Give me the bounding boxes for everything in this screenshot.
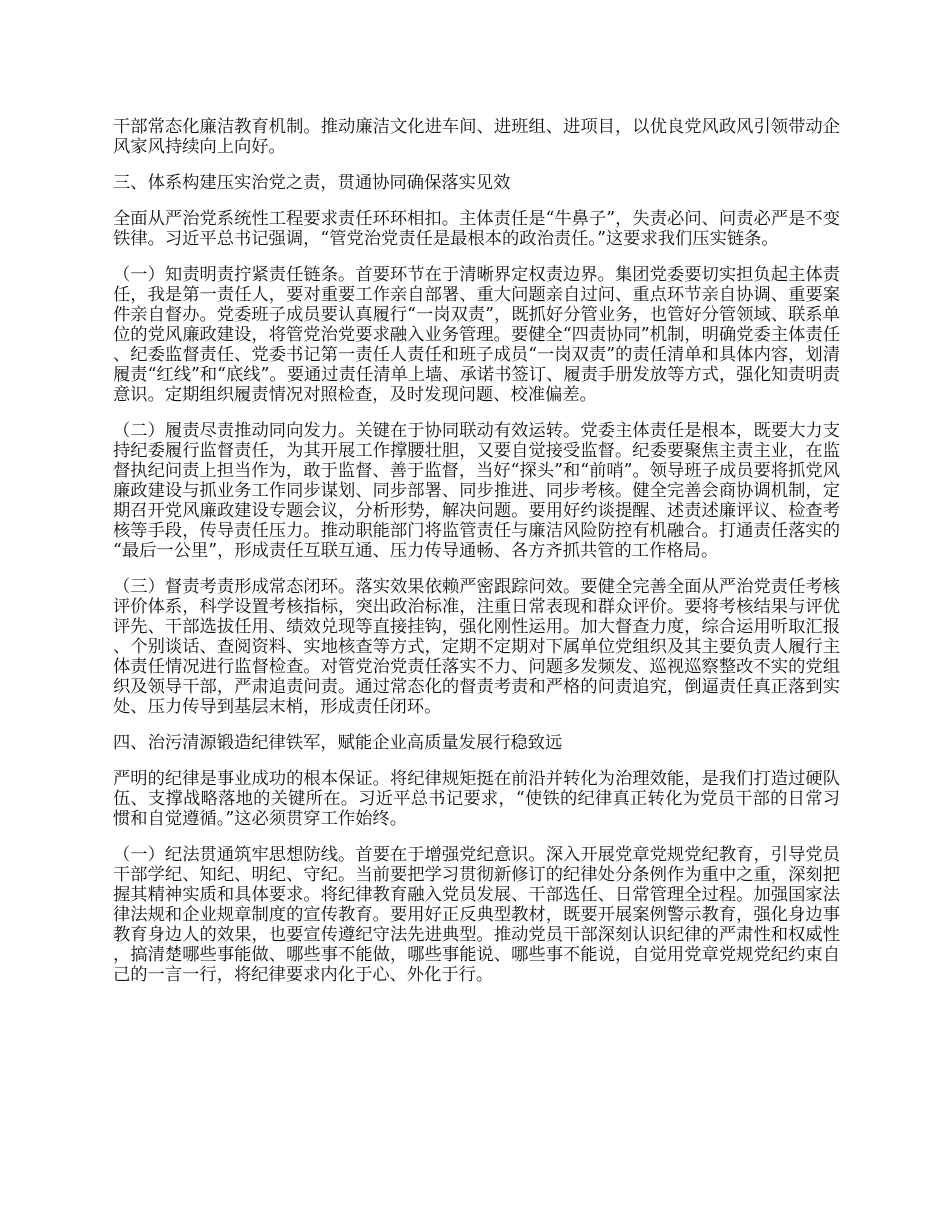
section-heading-3: 三、体系构建压实治党之责，贯通协同确保落实见效 xyxy=(113,173,511,193)
paragraph-discipline-intro: 严明的纪律是事业成功的根本保证。将纪律规矩挺在前沿并转化为治理效能，是我们打造过硬队伍、支撑战略落地的关键所在。习近平总书记要求，“使铁的纪律真正转化为党员干部的日常习惯和自觉遵循。”这必须贯穿工作始终。 xyxy=(113,769,840,829)
paragraph-education-mechanism: 干部常态化廉洁教育机制。推动廉洁文化进车间、进班组、进项目，以优良党风政风引领带动企风家风持续向上向好。 xyxy=(113,117,840,157)
paragraph-know-responsibility: （一）知责明责拧紧责任链条。首要环节在于清晰界定权责边界。集团党委要切实担负起主体责任，我是第一责任人，要对重要工作亲自部署、重大问题亲自过问、重点环节亲自协调、重要案件亲自督办。党委班子成员要认真履行“一岗双责”，既抓好分管业务，也管好分管领域、联系单位的党风廉政建设，将管党治党要求融入业务管理。要健全“四责协同”机制，明确党委主体责任、纪委监督责任、党委书记第一责任人责任和班子成员“一岗双责”的责任清单和具体内容，划清履责“红线”和“底线”。要通过责任清单上墙、承诺书签订、履责手册发放等方式，强化知责明责意识。定期组织履责情况对照检查，及时发现问题、校准偏差。 xyxy=(113,265,840,405)
paragraph-discipline-education: （一）纪法贯通筑牢思想防线。首要在于增强党纪意识。深入开展党章党规党纪教育，引导党员干部学纪、知纪、明纪、守纪。当前要把学习贯彻新修订的纪律处分条例作为重中之重，深刻把握其精神实质和具体要求。将纪律教育融入党员发展、干部选任、日常管理全过程。加强国家法律法规和企业规章制度的宣传教育。要用好正反典型教材，既要开展案例警示教育，强化身边事教育身边人的效果，也要宣传遵纪守法先进典型。推动党员干部深刻认识纪律的严肃性和权威性，搞清楚哪些事能做、哪些事不能做，哪些事能说、哪些事不能说，自觉用党章党规党纪约束自己的一言一行，将纪律要求内化于心、外化于行。 xyxy=(113,845,840,985)
paragraph-fulfill-responsibility: （二）履责尽责推动同向发力。关键在于协同联动有效运转。党委主体责任是根本，既要大力支持纪委履行监督责任，为其开展工作撑腰壮胆，又要自觉接受监督。纪委要聚焦主责主业，在监督执纪问责上担当作为，敢于监督、善于监督，当好“探头”和“前哨”。领导班子成员要将抓党风廉政建设与抓业务工作同步谋划、同步部署、同步推进、同步考核。健全完善会商协调机制，定期召开党风廉政建设专题会议，分析形势，解决问题。要用好约谈提醒、述责述廉评议、检查考核等手段，传导责任压力。推动职能部门将监管责任与廉洁风险防控有机融合。打通责任落实的“最后一公里”，形成责任互联互通、压力传导通畅、各方齐抓共管的工作格局。 xyxy=(113,421,840,561)
document-page xyxy=(113,117,840,1001)
section-heading-4: 四、治污清源锻造纪律铁军，赋能企业高质量发展行稳致远 xyxy=(113,733,563,753)
paragraph-responsibility-intro: 全面从严治党系统性工程要求责任环环相扣。主体责任是“牛鼻子”，失责必问、问责必严是不变铁律。习近平总书记强调，“管党治党责任是最根本的政治责任。”这要求我们压实链条。 xyxy=(113,209,840,249)
paragraph-supervise-responsibility: （三）督责考责形成常态闭环。落实效果依赖严密跟踪问效。要健全完善全面从严治党责任考核评价体系，科学设置考核指标，突出政治标准，注重日常表现和群众评价。要将考核结果与评优评先、干部选拔任用、绩效兑现等直接挂钩，强化刚性运用。加大督查力度，综合运用听取汇报、个别谈话、查阅资料、实地核查等方式，定期不定期对下属单位党组织及其主要负责人履行主体责任情况进行监督检查。对管党治党责任落实不力、问题多发频发、巡视巡察整改不实的党组织及领导干部，严肃追责问责。通过常态化的督责考责和严格的问责追究，倒逼责任真正落到实处、压力传导到基层末梢，形成责任闭环。 xyxy=(113,577,840,717)
